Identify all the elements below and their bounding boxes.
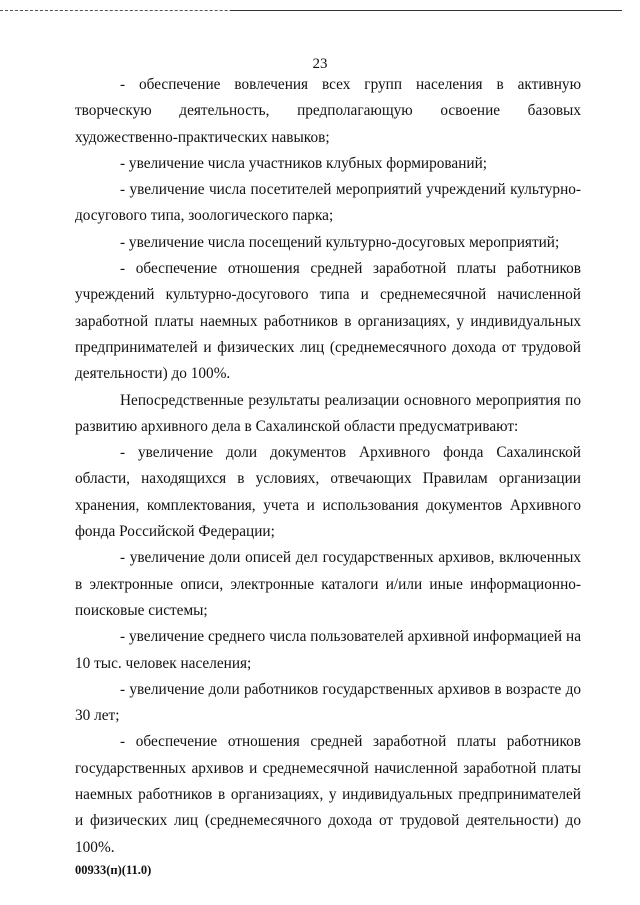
paragraph-archive-intro: Непосредственные результаты реализации основного мероприятия по развитию архивного дела в Сахалинской области предусматривают:: [75, 391, 581, 435]
paragraph-culture-salary: - обеспечение отношения средней заработной платы работников учреждений культурно-досугового типа и среднемесячной начисленной заработной платы наемных работников в организациях, у индивидуальных предпринимателей и физических лиц (среднемесячного дохода от трудовой деятельности) до 100%.: [75, 260, 581, 383]
scan-edge-line-solid: [230, 10, 622, 11]
paragraph-creative-involvement: - обеспечение вовлечения всех групп населения в активную творческую деятельность, предполагающую освоение базовых художественно-практических навыков;: [75, 76, 581, 146]
paragraph-archive-young-staff: - увеличение доли работников государственных архивов в возрасте до 30 лет;: [75, 680, 581, 725]
paragraph-archive-users: - увеличение среднего числа пользователей архивной информацией на 10 тыс. человек населения;: [75, 628, 581, 672]
paragraph-archive-inventories: - увеличение доли описей дел государственных архивов, включенных в электронные описи, электронные каталоги и/или иные информационно-поисковые системы;: [75, 549, 581, 619]
paragraph-archive-salary: - обеспечение отношения средней заработной платы работников государственных архивов и среднемесячной начисленной заработной платы наемных работников в организациях, у индивидуальных предпринимателей и физических лиц (среднемесячного дохода от трудовой деятельности) до 100%.: [75, 733, 581, 856]
paragraph-event-visits: - увеличение числа посещений культурно-досуговых мероприятий;: [120, 233, 560, 251]
document-code: 00933(п)(11.0): [75, 863, 152, 877]
paragraph-club-participants: - увеличение числа участников клубных формирований;: [120, 154, 488, 172]
paragraph-event-visitors: - увеличение числа посетителей мероприятий учреждений культурно-досугового типа, зоологического парка;: [75, 181, 581, 225]
body-text: [75, 72, 581, 861]
page-number: 23: [312, 56, 328, 72]
paragraph-archive-storage: - увеличение доли документов Архивного фонда Сахалинской области, находящихся в условиях, отвечающих Правилам организации хранения, комплектования, учета и использования документов Архивного фонда Российской Федерации;: [75, 444, 581, 541]
